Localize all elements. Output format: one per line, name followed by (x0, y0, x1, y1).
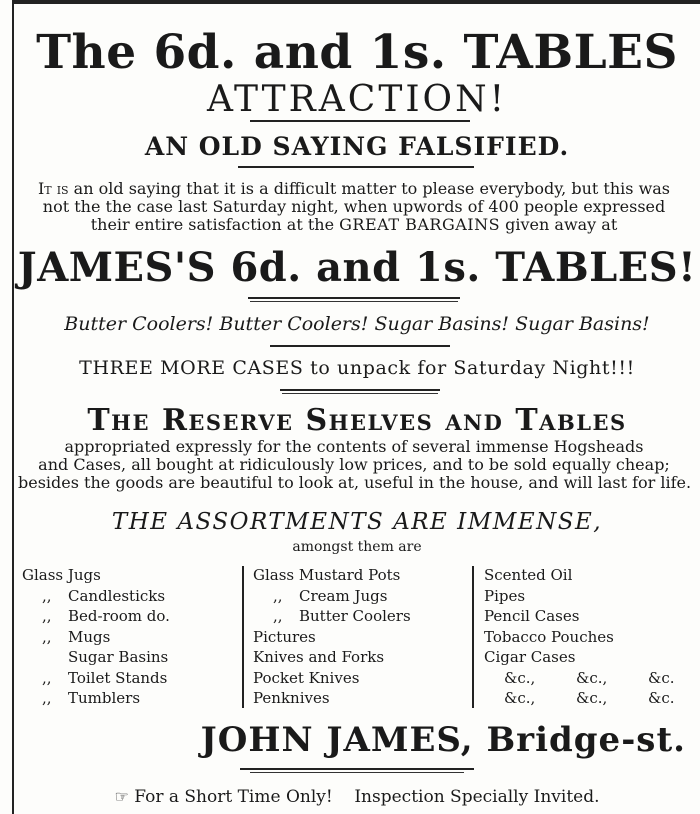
headline: The 6d. and 1s. TABLES (36, 25, 678, 80)
list-item: Pencil Cases (484, 607, 580, 625)
intro-line: not the the case last Saturday night, when upwords of 400 people expressed (42, 197, 666, 216)
list-item: Pictures (253, 627, 316, 646)
divider (270, 345, 450, 347)
signature: JOHN JAMES, Bridge-st. (200, 720, 686, 760)
ditto-mark: ,, (42, 586, 52, 605)
pointing-hand-icon: ☞ (114, 787, 129, 806)
list-item: ,, Candlesticks (42, 586, 166, 605)
intro-line: their entire satisfaction at the (90, 215, 340, 234)
list-item: Tobacco Pouches (484, 627, 614, 646)
footer (14, 786, 700, 808)
ditto-mark: ,, (273, 586, 283, 605)
ditto-mark: ,, (42, 668, 52, 687)
intro-line: given away at (500, 215, 618, 234)
intro-paragraph (18, 180, 690, 234)
goods-column-3 (484, 565, 675, 709)
ditto-mark: ,, (42, 627, 52, 646)
reserve-line: besides the goods are beautiful to look at, useful in the house, and will last for life. (18, 473, 692, 492)
goods-column-2 (253, 565, 411, 709)
divider (248, 297, 460, 299)
ditto-mark: ,, (42, 607, 52, 625)
list-item: ,, Cream Jugs (273, 586, 388, 605)
column-separator (472, 566, 474, 708)
reserve-line: appropriated expressly for the contents of several immense Hogsheads (64, 437, 644, 456)
ditto-mark: ,, (42, 689, 52, 707)
column-separator (242, 566, 244, 708)
divider (250, 772, 464, 773)
list-item: Pipes (484, 586, 526, 605)
divider (282, 393, 438, 394)
reserve-heading: The Reserve Shelves and Tables (87, 403, 627, 438)
subheadline: ATTRACTION! (206, 79, 508, 120)
list-item: Sugar Basins (68, 648, 169, 666)
divider (240, 768, 474, 770)
list-item: Knives and Forks (253, 648, 385, 666)
reserve-line: and Cases, all bought at ridiculously low prices, and to be sold equally cheap; (38, 455, 670, 474)
divider (280, 389, 440, 391)
tables-heading: JAMES'S 6d. and 1s. TABLES! (17, 244, 697, 291)
divider (250, 301, 458, 302)
assortments-heading: THE ASSORTMENTS ARE IMMENSE, (111, 509, 603, 535)
list-item: ,, Butter Coolers (273, 607, 411, 625)
amongst-text: amongst them are (292, 539, 422, 555)
footer-right: Inspection Specially Invited. (354, 787, 600, 807)
list-item: ,, Mugs (42, 627, 111, 646)
footer-left: For a Short Time Only! (134, 787, 333, 807)
top-border (12, 0, 700, 4)
featured-items: Butter Coolers! Butter Coolers! Sugar Basins! Sugar Basins! (64, 313, 650, 335)
list-item: Penknives (253, 689, 330, 707)
ditto-mark: ,, (273, 607, 283, 625)
goods-column-1 (22, 565, 170, 709)
etc-row: &c., &c., &c. (504, 689, 675, 707)
list-item: Pocket Knives (253, 668, 360, 687)
divider (250, 120, 470, 122)
list-item: ,, Tumblers (42, 689, 141, 707)
etc-row: &c., &c., &c. (504, 668, 675, 687)
cases-notice: THREE MORE CASES to unpack for Saturday Night!!! (79, 357, 635, 379)
list-item: Cigar Cases (484, 648, 576, 666)
great-bargains: GREAT BARGAINS (339, 215, 501, 234)
saying-heading: AN OLD SAYING FALSIFIED. (144, 132, 570, 161)
list-item: Glass Mustard Pots (253, 566, 401, 584)
list-item: ,, Bed-room do. (42, 607, 170, 625)
reserve-paragraph (18, 438, 690, 492)
list-item: Glass Jugs (22, 566, 101, 584)
list-item: Scented Oil (484, 566, 573, 584)
list-item: ,, Toilet Stands (42, 668, 168, 687)
intro-first-word: It is (37, 179, 69, 198)
divider (238, 166, 474, 168)
intro-line: an old saying that it is a difficult matter to please everybody, but this was (68, 179, 671, 198)
